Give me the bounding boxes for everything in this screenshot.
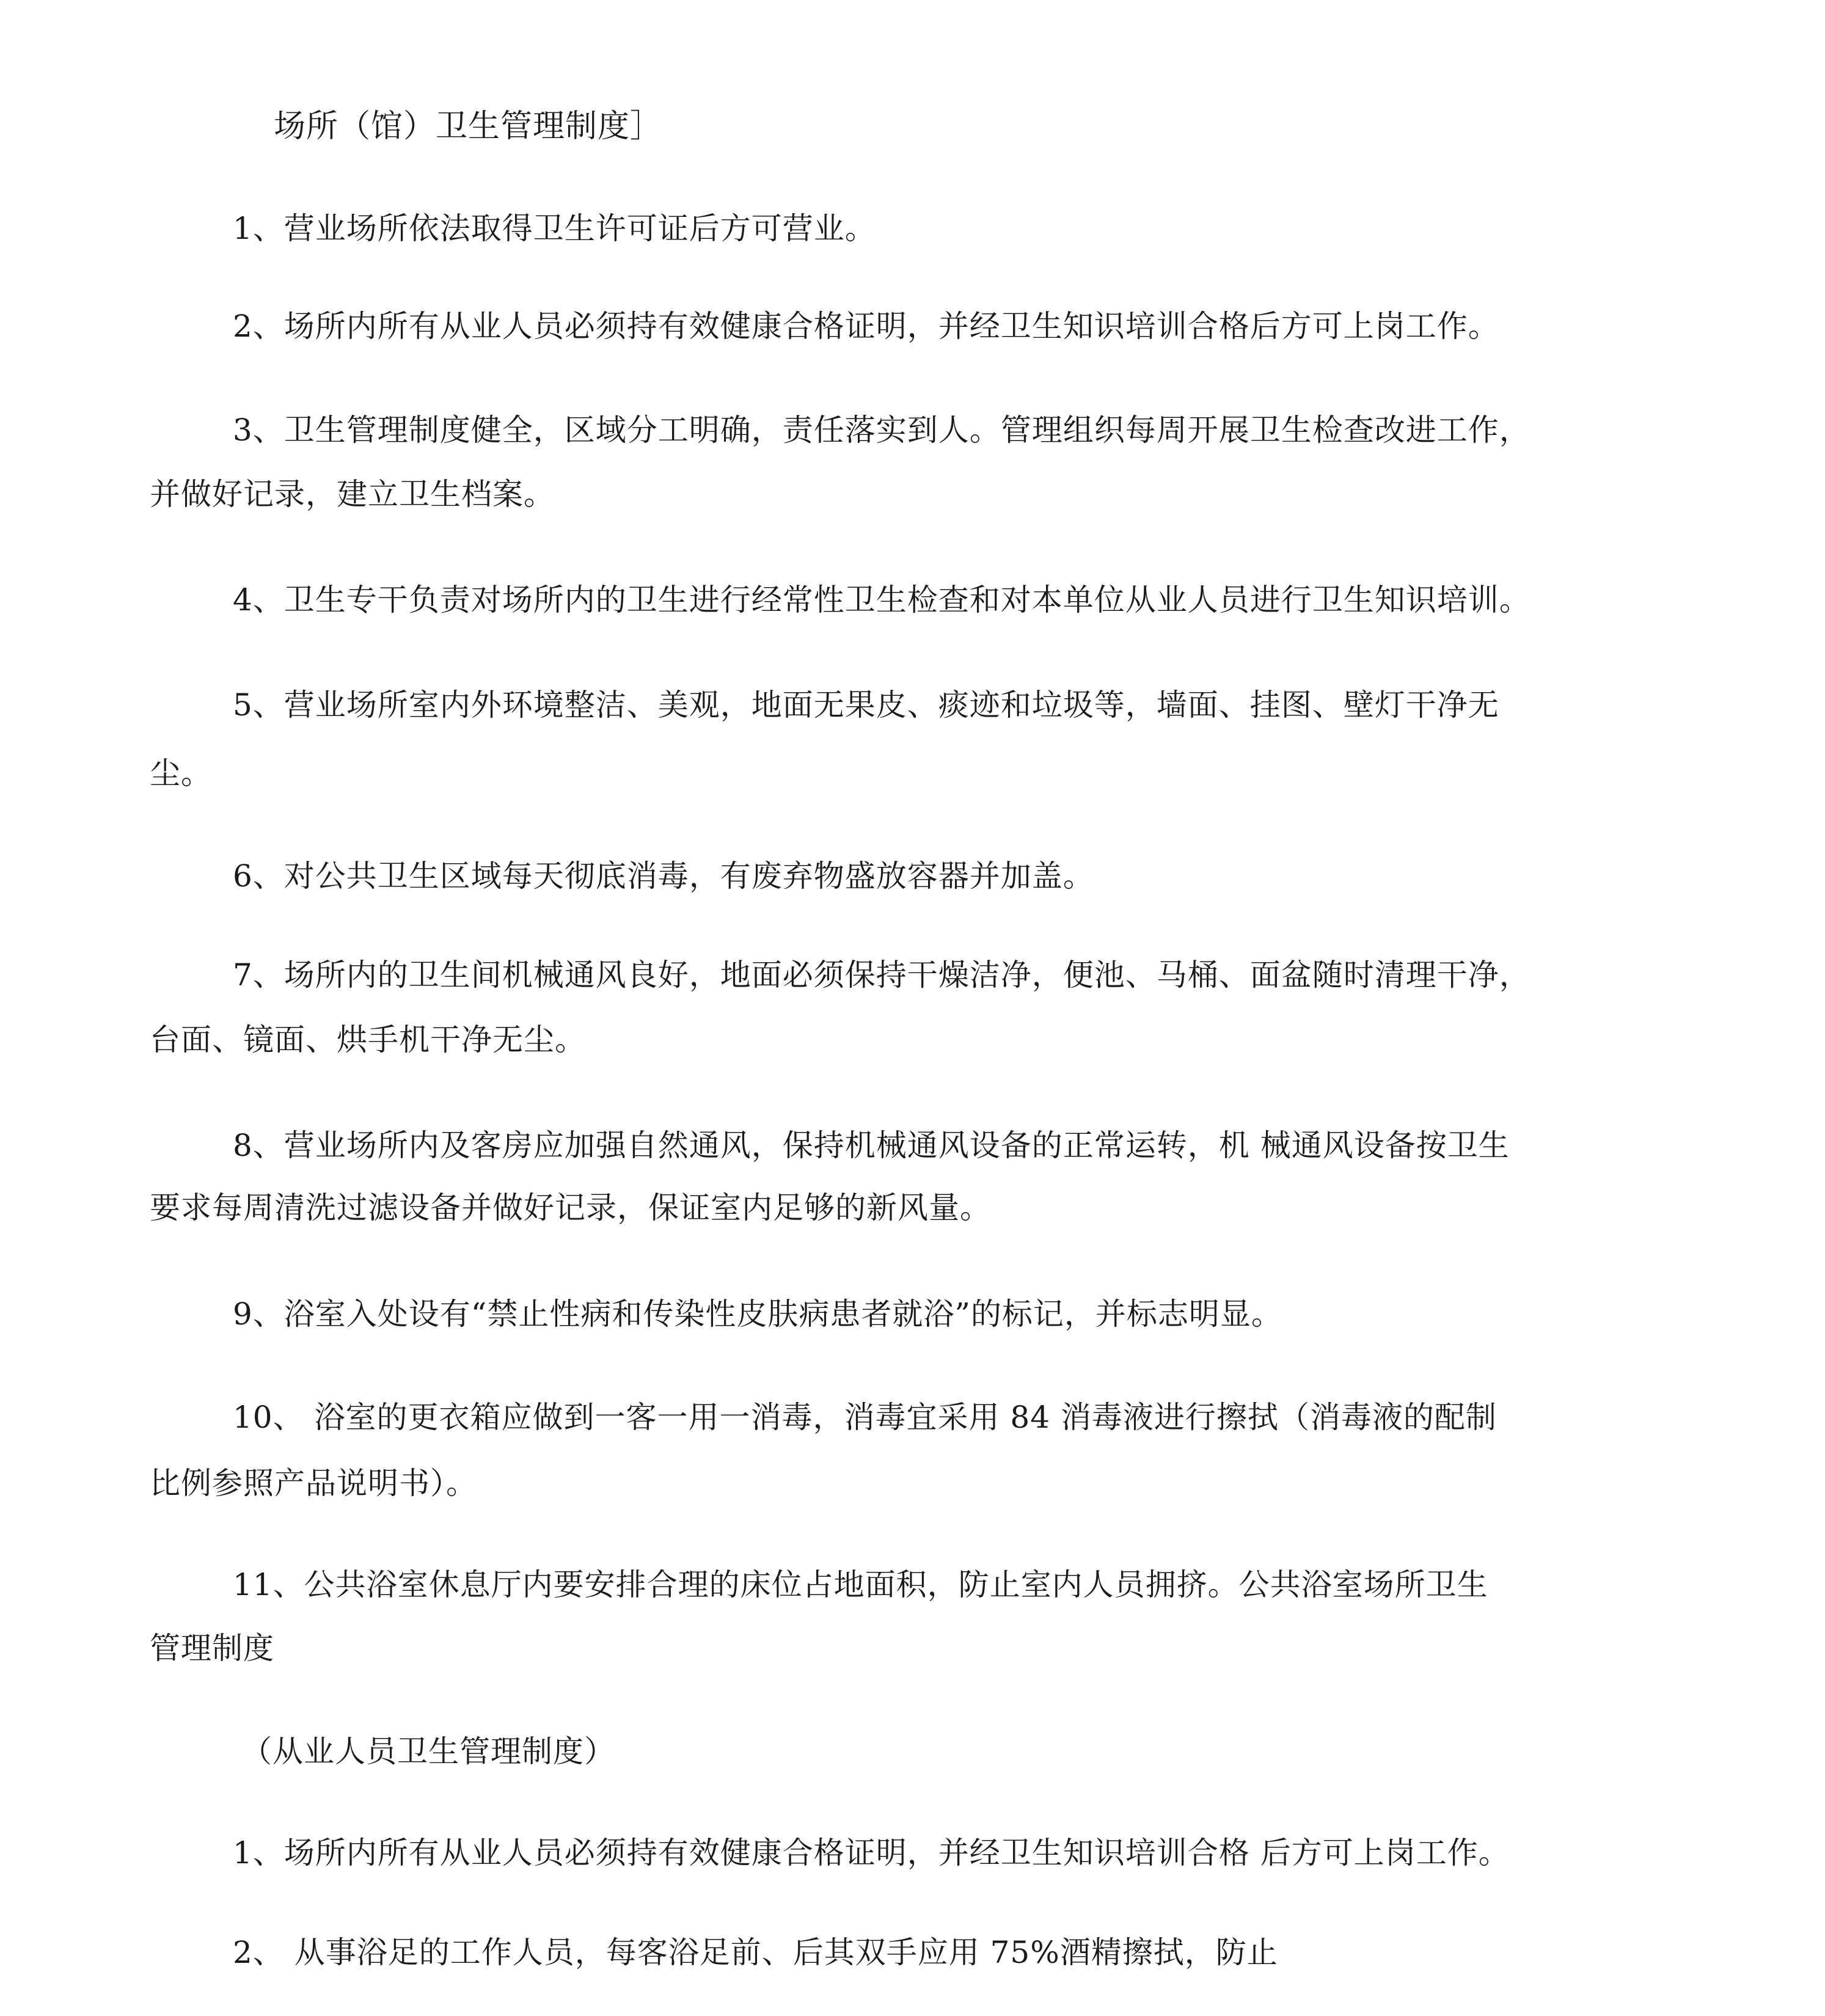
rule-item-3: 3、卫生管理制度健全，区域分工明确，责任落实到人。管理组织每周开展卫生检查改进工作， bbox=[233, 412, 1531, 448]
rule-item-5: 5、营业场所室内外环境整洁、美观，地面无果皮、痰迹和垃圾等，墙面、挂图、壁灯干净无 bbox=[233, 687, 1499, 723]
rule-item-11-continued: 管理制度 bbox=[150, 1631, 274, 1666]
rule-item-8-continued: 要求每周清洗过滤设备并做好记录，保证室内足够的新风量。 bbox=[150, 1190, 991, 1225]
rule-item-9: 9、浴室入处设有“禁止性病和传染性皮肤病患者就浴”的标记，并标志明显。 bbox=[233, 1296, 1282, 1332]
rule-item-8: 8、营业场所内及客房应加强自然通风，保持机械通风设备的正常运转，机 械通风设备按卫生 bbox=[233, 1128, 1510, 1163]
rule-item-7-continued: 台面、镜面、烘手机干净无尘。 bbox=[150, 1022, 586, 1057]
staff-rule-item-2: 2、 从事浴足的工作人员，每客浴足前、后其双手应用 75%酒精擦拭，防止 bbox=[233, 1935, 1278, 1970]
rule-item-10: 10、 浴室的更衣箱应做到一客一用一消毒，消毒宜采用 84 消毒液进行擦拭（消毒液的配制 bbox=[233, 1400, 1497, 1435]
rule-item-11: 11、公共浴室休息厅内要安排合理的床位占地面积，防止室内人员拥挤。公共浴室场所卫生 bbox=[233, 1567, 1488, 1602]
rule-item-7: 7、场所内的卫生间机械通风良好，地面必须保持干燥洁净，便池、马桶、面盆随时清理干净， bbox=[233, 957, 1531, 993]
rule-item-2: 2、场所内所有从业人员必须持有效健康合格证明，并经卫生知识培训合格后方可上岗工作。 bbox=[233, 309, 1499, 344]
rule-item-1: 1、营业场所依法取得卫生许可证后方可营业。 bbox=[233, 211, 876, 246]
rule-item-3-continued: 并做好记录，建立卫生档案。 bbox=[150, 477, 555, 512]
staff-rule-item-1: 1、场所内所有从业人员必须持有效健康合格证明，并经卫生知识培训合格 后方可上岗工作。 bbox=[233, 1835, 1510, 1871]
rule-item-4: 4、卫生专干负责对场所内的卫生进行经常性卫生检查和对本单位从业人员进行卫生知识培训。 bbox=[233, 582, 1531, 618]
document-title: 场所（馆）卫生管理制度］ bbox=[274, 108, 663, 145]
rule-item-6: 6、对公共卫生区域每天彻底消毒，有废弃物盛放容器并加盖。 bbox=[233, 858, 1094, 894]
section-subtitle: （从业人员卫生管理制度） bbox=[241, 1734, 615, 1769]
rule-item-5-continued: 尘。 bbox=[150, 756, 212, 791]
rule-item-10-continued: 比例参照产品说明书）。 bbox=[150, 1466, 477, 1501]
